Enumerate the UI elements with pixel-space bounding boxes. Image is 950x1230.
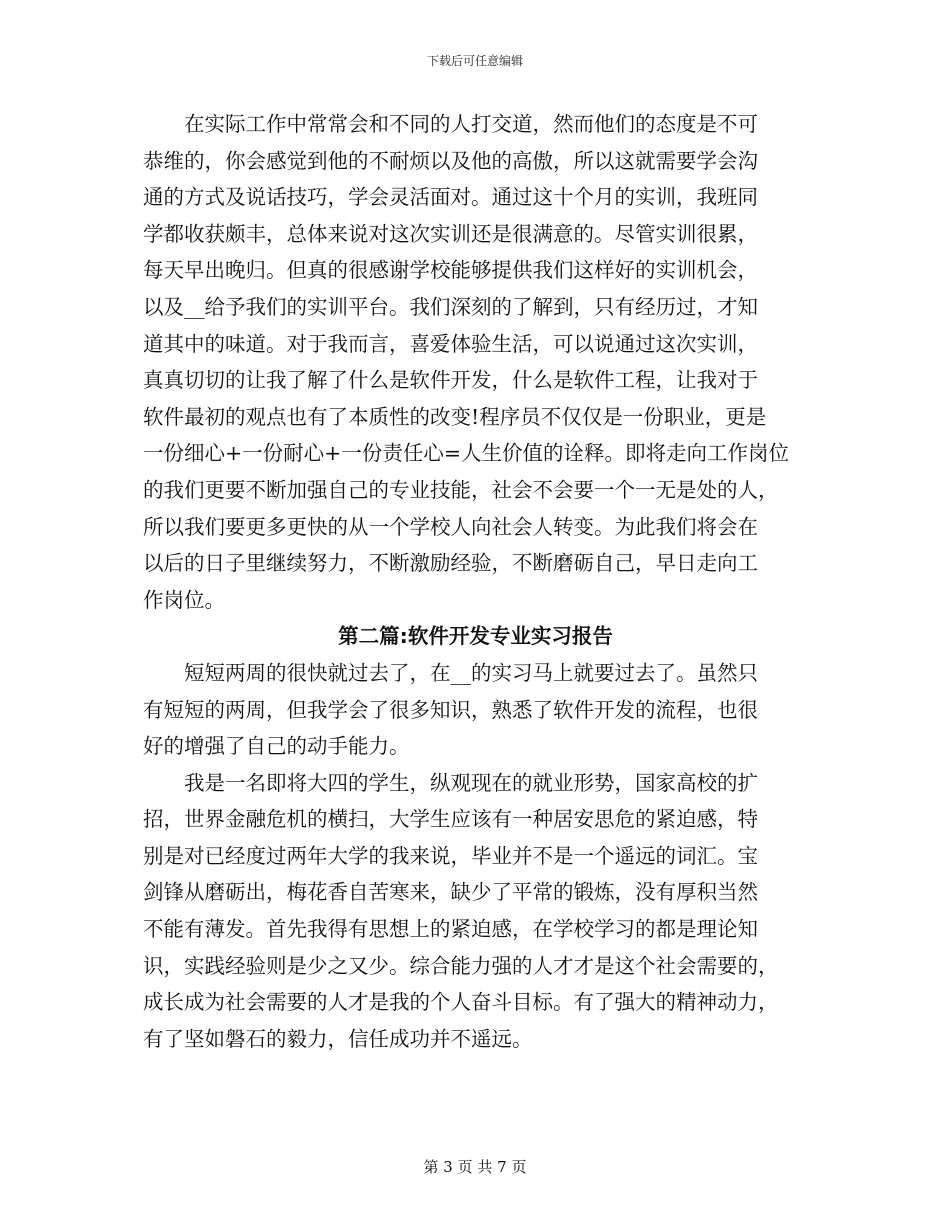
header-note: 下载后可任意编辑 <box>426 54 523 68</box>
text-line: 别是对已经度过两年大学的我来说，毕业并不是一个遥远的词汇。宝 <box>143 843 758 868</box>
text-line: 短短两周的很快就过去了，在__的实习马上就要过去了。虽然只 <box>184 660 758 685</box>
text-line: 识，实践经验则是少之又少。综合能力强的人才才是这个社会需要的， <box>143 953 779 978</box>
text-line: 软件最初的观点也有了本质性的改变!程序员不仅仅是一份职业，更是 <box>143 404 767 429</box>
section1-paragraph <box>143 106 808 618</box>
section2-paragraph-1 <box>143 655 808 765</box>
text-line: 每天早出晚归。但真的很感谢学校能够提供我们这样好的实训机会， <box>143 258 758 283</box>
text-line: 有了坚如磐石的毅力，信任成功并不遥远。 <box>143 1026 533 1051</box>
text-line: 好的增强了自己的动手能力。 <box>143 734 410 759</box>
text-line: 不能有薄发。首先我得有思想上的紧迫感，在学校学习的都是理论知 <box>143 917 758 942</box>
text-line: 一份细心+一份耐心+一份责任心=人生价值的诠释。即将走向工作岗位 <box>143 441 790 466</box>
text-line: 成长成为社会需要的人才是我的个人奋斗目标。有了强大的精神动力， <box>143 990 779 1015</box>
section2-paragraph-2 <box>143 765 808 1058</box>
text-line: 招，世界金融危机的横扫，大学生应该有一种居安思危的紧迫感，特 <box>143 807 758 832</box>
text-line: 学都收获颇丰，总体来说对这次实训还是很满意的。尽管实训很累， <box>143 221 758 246</box>
text-line: 有短短的两周，但我学会了很多知识，熟悉了软件开发的流程，也很 <box>143 697 758 722</box>
text-line: 我是一名即将大四的学生，纵观现在的就业形势，国家高校的扩 <box>184 770 758 795</box>
document-body <box>143 106 808 1057</box>
text-line: 道其中的味道。对于我而言，喜爱体验生活，可以说通过这次实训， <box>143 331 758 356</box>
text-line: 真真切切的让我了解了什么是软件开发，什么是软件工程，让我对于 <box>143 368 758 393</box>
text-line: 的我们更要不断加强自己的专业技能，社会不会要一个一无是处的人， <box>143 477 779 502</box>
section-heading: 第二篇:软件开发专业实习报告 <box>338 624 613 649</box>
page-indicator: 第 3 页 共 7 页 <box>423 1158 527 1176</box>
text-line: 在实际工作中常常会和不同的人打交道，然而他们的态度是不可 <box>184 112 758 136</box>
text-line: 通的方式及说话技巧，学会灵活面对。通过这十个月的实训，我班同 <box>143 185 758 210</box>
text-line: 剑锋从磨砺出，梅花香自苦寒来，缺少了平常的锻炼，没有厚积当然 <box>143 880 758 905</box>
text-line: 以后的日子里继续努力，不断激励经验，不断磨砺自己，早日走向工 <box>143 551 758 576</box>
text-line: 以及__给予我们的实训平台。我们深刻的了解到，只有经历过，才知 <box>143 294 758 319</box>
text-line: 所以我们要更多更快的从一个学校人向社会人转变。为此我们将会在 <box>143 514 758 539</box>
text-line: 作岗位。 <box>143 587 225 612</box>
text-line: 恭维的，你会感觉到他的不耐烦以及他的高傲，所以这就需要学会沟 <box>143 148 758 173</box>
